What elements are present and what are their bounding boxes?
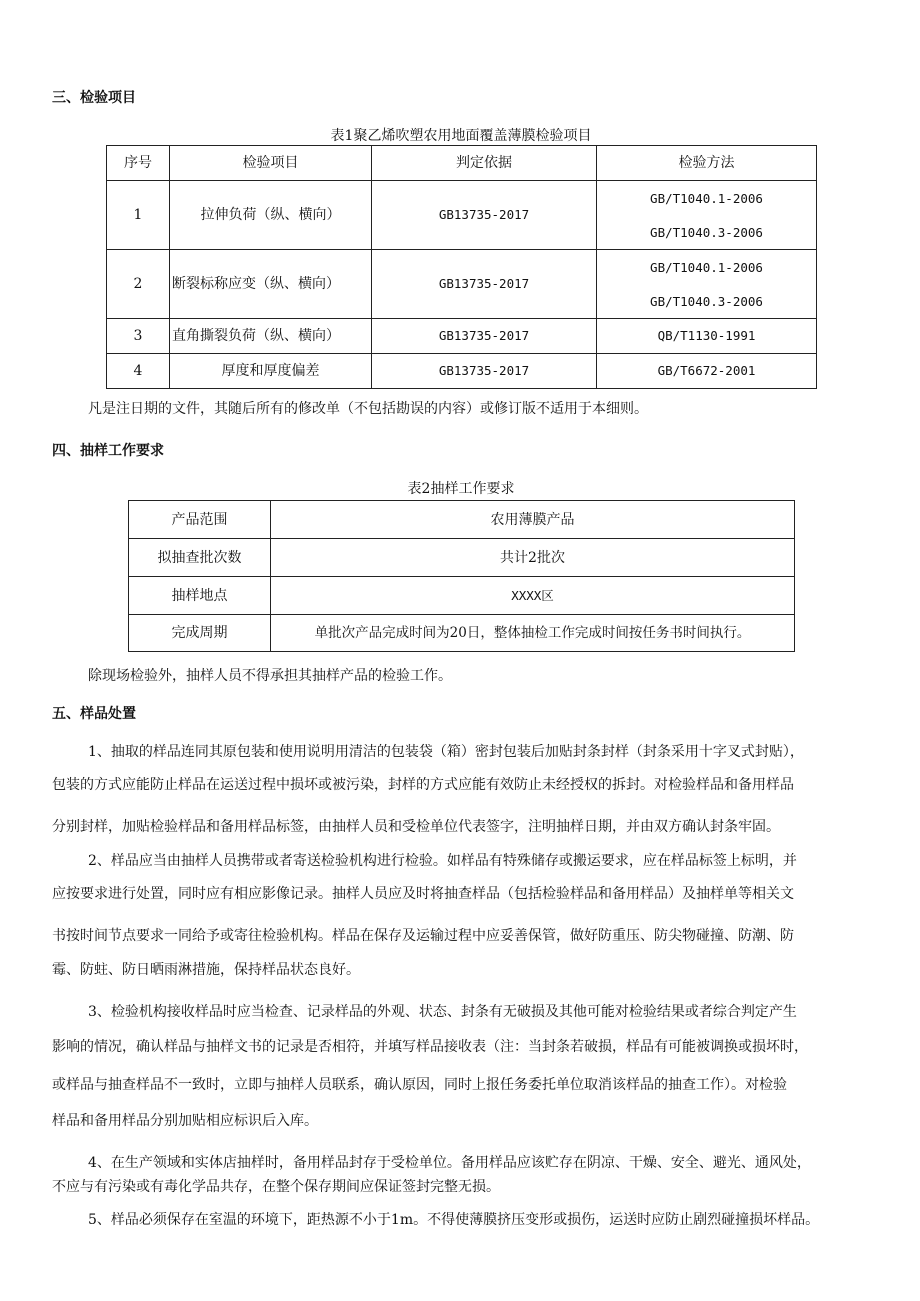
row-item: 拉伸负荷（纵、横向）: [170, 181, 372, 250]
paragraph-line: 样品和备用样品分别加贴相应标识后入库。: [52, 1113, 318, 1129]
header-basis: 判定依据: [372, 146, 597, 181]
inspection-items-table: [106, 145, 817, 389]
table1-caption: 表1聚乙烯吹塑农用地面覆盖薄膜检验项目: [330, 128, 592, 144]
table-row: [107, 250, 817, 319]
row-label: 拟抽查批次数: [129, 539, 271, 577]
section3-heading: 三、检验项目: [52, 90, 136, 106]
table-row: [107, 181, 817, 250]
paragraph-line: 影响的情况，确认样品与抽样文书的记录是否相符，并填写样品接收表（注：当封条若破损，样品有可能被调换或损坏时，: [52, 1039, 808, 1055]
row-value: XXXX区: [271, 577, 795, 615]
paragraph-line: 1、抽取的样品连同其原包装和使用说明用清洁的包装袋（箱）密封包装后加贴封条封样（封条采用十字叉式封贴），: [88, 744, 804, 760]
row-method: GB/T6672-2001: [597, 354, 817, 389]
section4-heading: 四、抽样工作要求: [52, 443, 164, 459]
table-row: [129, 615, 795, 652]
paragraph-line: 5、样品必须保存在室温的环境下，距热源不小于1m。不得使薄膜挤压变形或损伤，运送时应防止剧烈碰撞损坏样品。: [88, 1212, 820, 1228]
row-item: 直角撕裂负荷（纵、横向）: [170, 319, 372, 354]
sampling-requirements-table: [128, 500, 795, 652]
paragraph-line: 4、在生产领域和实体店抽样时，备用样品封存于受检单位。备用样品应该贮存在阴凉、干燥、安全、避光、通风处，: [88, 1155, 811, 1171]
row-value: 共计2批次: [271, 539, 795, 577]
row-method: QB/T1130-1991: [597, 319, 817, 354]
paragraph-line: 包装的方式应能防止样品在运送过程中损坏或被污染，封样的方式应能有效防止未经授权的拆封。对检验样品和备用样品: [52, 777, 794, 793]
row-item: 厚度和厚度偏差: [170, 354, 372, 389]
section3-note: 凡是注日期的文件，其随后所有的修改单（不包括勘误的内容）或修订版不适用于本细则。: [88, 401, 648, 417]
row-item: 断裂标称应变（纵、横向）: [170, 250, 372, 319]
paragraph-line: 3、检验机构接收样品时应当检查、记录样品的外观、状态、封条有无破损及其他可能对检验结果或者综合判定产生: [88, 1004, 797, 1020]
paragraph-line: 霉、防蛀、防日晒雨淋措施，保持样品状态良好。: [52, 962, 360, 978]
paragraph-line: 2、样品应当由抽样人员携带或者寄送检验机构进行检验。如样品有特殊储存或搬运要求，应在样品标签上标明，并: [88, 853, 797, 869]
row-methods: [597, 181, 817, 250]
row-basis: GB13735-2017: [372, 250, 597, 319]
method-line: GB/T1040.1-2006: [650, 191, 763, 206]
paragraph-line: 书按时间节点要求一同给予或寄往检验机构。样品在保存及运输过程中应妥善保管，做好防重压、防尖物碰撞、防潮、防: [52, 928, 794, 944]
table-row: [107, 319, 817, 354]
row-value: 单批次产品完成时间为20日，整体抽检工作完成时间按任务书时间执行。: [271, 615, 795, 652]
paragraph-line: 不应与有污染或有毒化学品共存，在整个保存期间应保证签封完整无损。: [52, 1179, 500, 1195]
row-basis: GB13735-2017: [372, 181, 597, 250]
section4-note: 除现场检验外，抽样人员不得承担其抽样产品的检验工作。: [88, 668, 452, 684]
header-method: 检验方法: [597, 146, 817, 181]
section5-heading: 五、样品处置: [52, 706, 136, 722]
row-label: 产品范围: [129, 501, 271, 539]
table-header-row: [107, 146, 817, 181]
method-line: GB/T1040.3-2006: [650, 294, 763, 309]
row-basis: GB13735-2017: [372, 319, 597, 354]
row-no: 1: [107, 181, 170, 250]
row-no: 3: [107, 319, 170, 354]
table-row: [107, 354, 817, 389]
paragraph-line: 或样品与抽查样品不一致时，立即与抽样人员联系，确认原因，同时上报任务委托单位取消该样品的抽查工作）。对检验: [52, 1077, 787, 1093]
table-row: [129, 539, 795, 577]
paragraph-line: 分别封样，加贴检验样品和备用样品标签，由抽样人员和受检单位代表签字，注明抽样日期，并由双方确认封条牢固。: [52, 819, 780, 835]
row-methods: [597, 250, 817, 319]
method-line: GB/T1040.1-2006: [650, 260, 763, 275]
table-row: [129, 577, 795, 615]
method-line: GB/T1040.3-2006: [650, 225, 763, 240]
row-no: 4: [107, 354, 170, 389]
table-row: [129, 501, 795, 539]
row-value: 农用薄膜产品: [271, 501, 795, 539]
header-item: 检验项目: [170, 146, 372, 181]
table2-caption: 表2抽样工作要求: [407, 481, 515, 497]
row-basis: GB13735-2017: [372, 354, 597, 389]
row-no: 2: [107, 250, 170, 319]
row-label: 完成周期: [129, 615, 271, 652]
paragraph-line: 应按要求进行处置，同时应有相应影像记录。抽样人员应及时将抽查样品（包括检验样品和备用样品）及抽样单等相关文: [52, 886, 794, 902]
row-label: 抽样地点: [129, 577, 271, 615]
header-no: 序号: [107, 146, 170, 181]
